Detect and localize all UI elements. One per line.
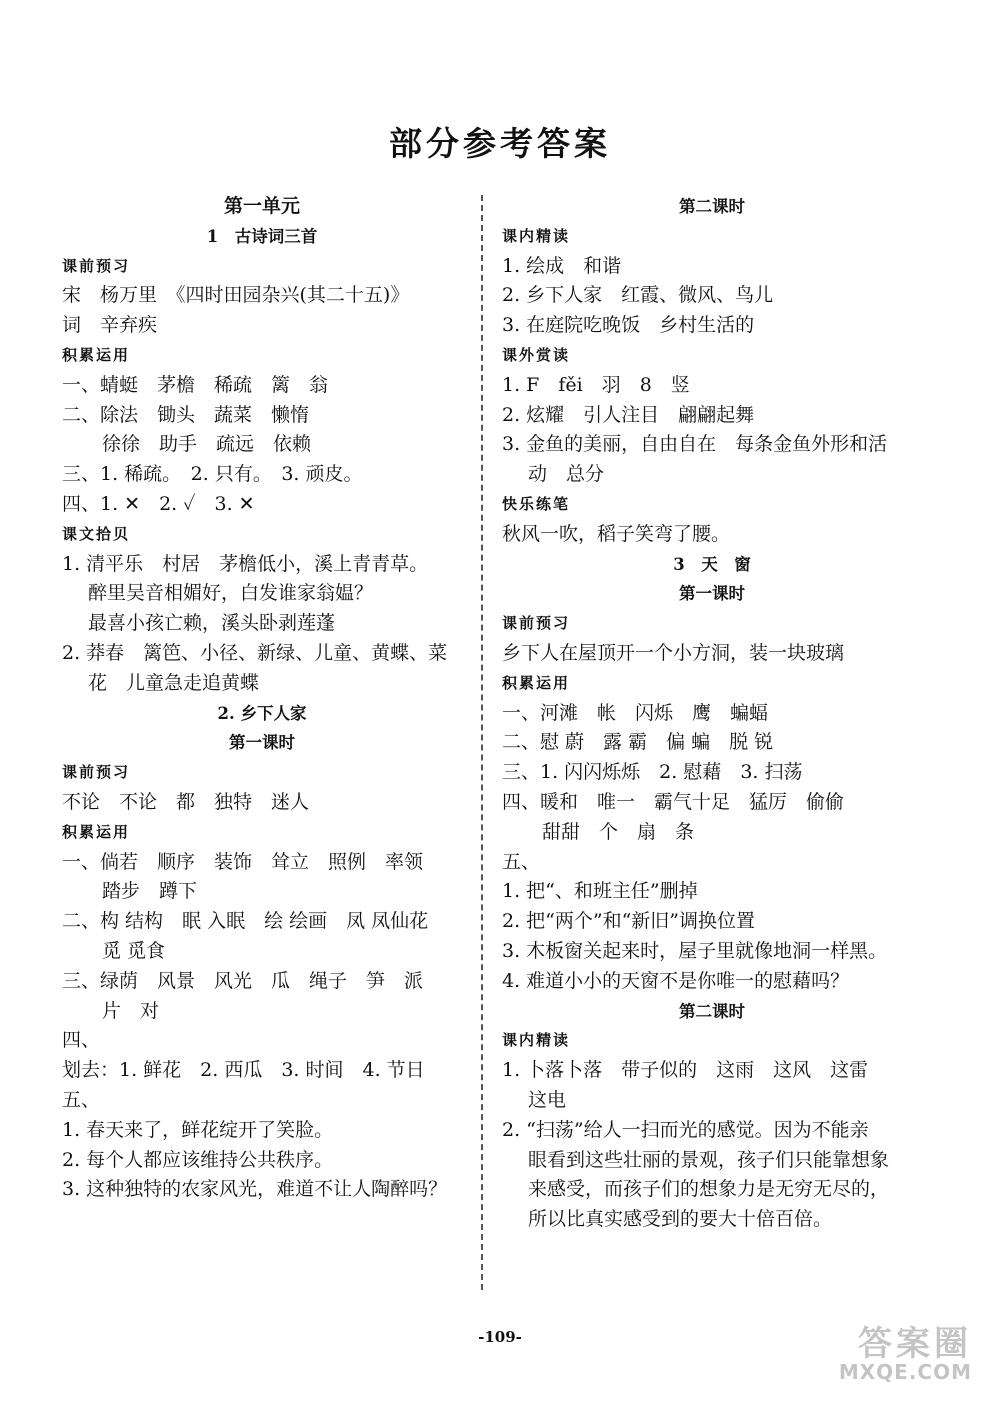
answer-line: 二、除法 锄头 蔬菜 懒惰 <box>62 403 310 426</box>
page-title: 部分参考答案 <box>389 124 611 163</box>
answer-line: 3. 在庭院吃晚饭 乡村生活的 <box>502 314 755 337</box>
answer-line: 1. 清平乐 村居 茅檐低小，溪上青青草。 <box>62 552 429 575</box>
answer-line: 1. F fěi 羽 8 竖 <box>502 373 690 396</box>
section-label: 课内精读 <box>502 226 571 245</box>
section-label: 课前预习 <box>62 256 131 275</box>
answer-line: 片 对 <box>102 999 160 1022</box>
left-column <box>62 192 462 1205</box>
answer-line: 二、慰 蔚 露 霸 偏 蝙 脱 锐 <box>502 731 774 754</box>
answer-line: 来感受，而孩子们的想象力是无穷无尽的， <box>528 1178 890 1201</box>
watermark-site: MXQE.COM <box>838 1360 972 1384</box>
answer-line: 不论 不论 都 独特 迷人 <box>62 790 310 813</box>
answer-line: 四、 <box>62 1029 101 1052</box>
answer-line: 秋风一吹，稻子笑弯了腰。 <box>502 522 731 545</box>
answer-line: 2. 乡下人家 红霞、微风、鸟儿 <box>502 284 774 307</box>
section-label: 课内精读 <box>502 1031 571 1050</box>
answer-line: 五、 <box>502 850 541 873</box>
right-column <box>502 192 922 1235</box>
answer-line: 一、蜻蜓 茅檐 稀疏 篱 翁 <box>62 373 329 396</box>
answer-line: 3. 这种独特的农家风光，难道不让人陶醉吗？ <box>62 1178 448 1201</box>
answer-line: 三、1. 闪闪烁烁 2. 慰藉 3. 扫荡 <box>502 761 803 784</box>
answer-line: 2. “扫荡”给人一扫而光的感觉。因为不能亲 <box>502 1118 869 1141</box>
heading: 第一课时 <box>229 733 295 753</box>
answer-line: 2. 每个人都应该维持公共秩序。 <box>62 1148 334 1171</box>
answer-line: 宋 杨万里 《四时田园杂兴(其二十五)》 <box>62 284 410 307</box>
section-label: 课文拾贝 <box>62 524 131 543</box>
answer-line: 3. 木板窗关起来时，屋子里就像地洞一样黑。 <box>502 939 888 962</box>
answer-line: 甜甜 个 扇 条 <box>542 820 695 843</box>
answer-line: 一、倘若 顺序 装饰 耸立 照例 率领 <box>62 850 424 873</box>
answer-line: 4. 难道小小的天窗不是你唯一的慰藉吗？ <box>502 969 850 992</box>
section-label: 课前预习 <box>502 614 571 633</box>
answer-line: 二、构 结构 眠 入眠 绘 绘画 凤 凤仙花 <box>62 910 429 933</box>
answer-line: 三、绿荫 风景 风光 瓜 绳子 笋 派 <box>62 969 424 992</box>
section-label: 积累运用 <box>502 673 571 692</box>
section-label: 快乐练笔 <box>502 494 571 513</box>
answer-line: 醉里吴音相媚好，白发谁家翁媪？ <box>88 582 374 605</box>
answer-line: 词 辛弃疾 <box>62 314 158 337</box>
answer-line: 1. 卜落卜落 带子似的 这雨 这风 这雷 <box>502 1059 869 1082</box>
answer-line: 动 总分 <box>528 463 605 486</box>
answer-line: 徐徐 助手 疏远 依赖 <box>102 433 312 456</box>
section-label: 积累运用 <box>62 345 131 364</box>
answer-line: 五、 <box>62 1088 101 1111</box>
answer-line: 1. 绘成 和谐 <box>502 254 622 277</box>
heading: 第一单元 <box>223 195 300 217</box>
answer-line: 所以比真实感受到的要大十倍百倍。 <box>528 1208 833 1231</box>
answer-line: 2. 莽春 篱笆、小径、新绿、儿童、黄蝶、菜 <box>62 641 448 664</box>
answer-line: 眼看到这些壮丽的景观，孩子们只能靠想象 <box>528 1148 890 1171</box>
heading: 第二课时 <box>679 197 745 216</box>
answer-line: 2. 把“两个”和“新旧”调换位置 <box>502 910 756 933</box>
answer-line: 四、暖和 唯一 霸气十足 猛厉 偷偷 <box>502 790 845 813</box>
answer-line: 四、1. ✕ 2. ✓ 3. ✕ <box>62 492 255 515</box>
heading: 2. 乡下人家 <box>217 703 307 723</box>
answer-line: 花 儿童急走追黄蝶 <box>88 671 260 694</box>
answer-line: 最喜小孩亡赖，溪头卧剥莲蓬 <box>88 612 336 635</box>
answer-line: 划去：1. 鲜花 2. 西瓜 3. 时间 4. 节日 <box>62 1059 425 1082</box>
heading: 第二课时 <box>679 1001 745 1021</box>
answer-line: 觅 觅食 <box>102 939 166 962</box>
page-number: -109- <box>478 1328 522 1346</box>
answer-line: 这电 <box>528 1088 567 1111</box>
heading: 3 天 窗 <box>673 554 751 574</box>
section-label: 积累运用 <box>62 822 131 841</box>
section-label: 课前预习 <box>62 763 131 782</box>
answer-line: 一、河滩 帐 闪烁 鹰 蝙蝠 <box>502 701 769 724</box>
answer-line: 3. 金鱼的美丽，自由自在 每条金鱼外形和活 <box>502 433 888 456</box>
answer-line: 乡下人在屋顶开一个小方洞，装一块玻璃 <box>502 641 845 664</box>
column-divider <box>481 195 483 1290</box>
answer-line: 1. 春天来了，鲜花绽开了笑脸。 <box>62 1118 334 1141</box>
heading: 第一课时 <box>679 584 745 604</box>
answer-line: 踏步 蹲下 <box>102 880 198 903</box>
heading: 1 古诗词三首 <box>206 226 318 246</box>
section-label: 课外赏读 <box>502 345 571 364</box>
answer-line: 1. 把“、和班主任”删掉 <box>502 880 698 903</box>
answer-line: 2. 炫耀 引人注目 翩翩起舞 <box>502 403 755 426</box>
answer-line: 三、1. 稀疏。 2. 只有。 3. 顽皮。 <box>62 463 363 486</box>
watermark-text: 答案圈 <box>858 1324 972 1364</box>
watermark-logo <box>820 1316 972 1386</box>
